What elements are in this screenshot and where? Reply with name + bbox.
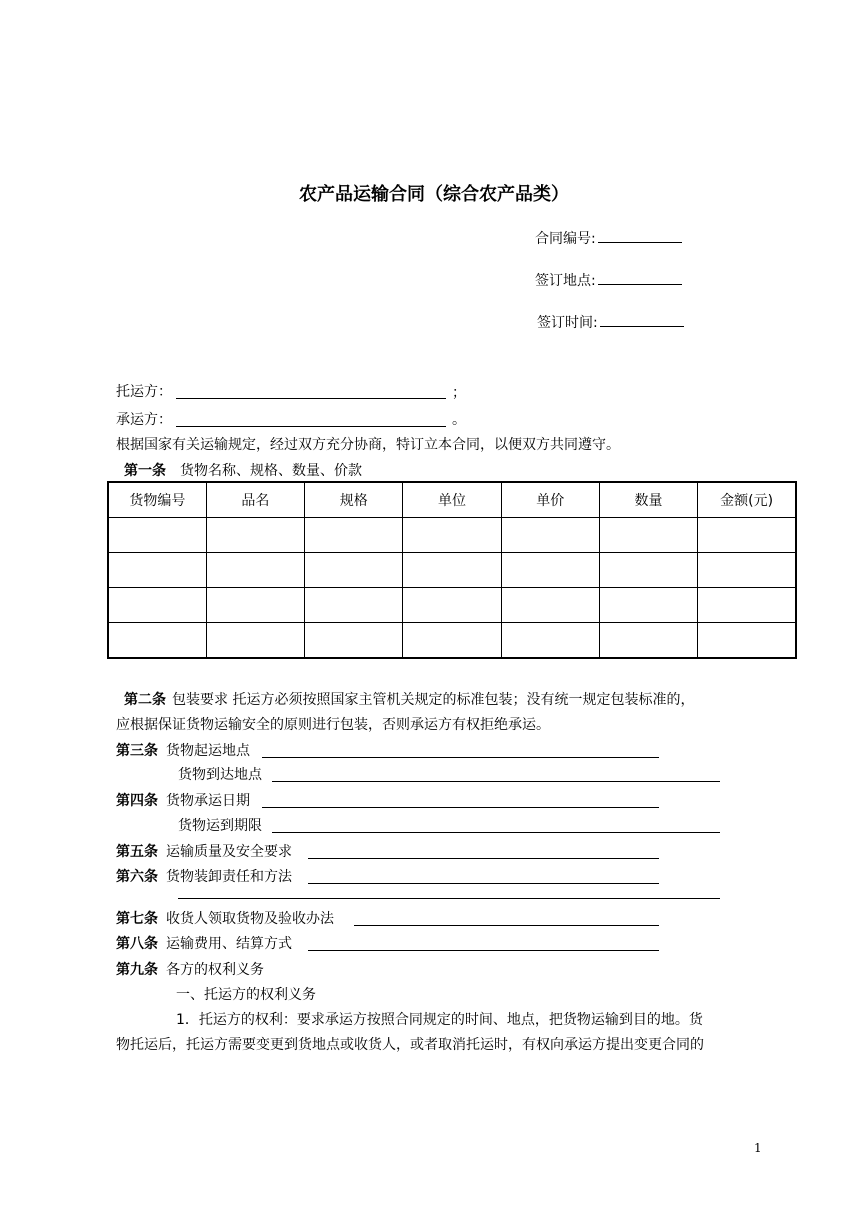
- table-cell[interactable]: [108, 518, 206, 553]
- table-cell[interactable]: [599, 518, 697, 553]
- sign-time-blank[interactable]: [600, 316, 684, 327]
- article-3-blank[interactable]: [262, 757, 659, 758]
- article-9-text: 各方的权利义务: [166, 962, 264, 978]
- article-5-label: 第五条: [116, 844, 158, 860]
- article-4-blank[interactable]: [262, 807, 659, 808]
- table-row: [108, 623, 796, 659]
- table-cell[interactable]: [305, 518, 403, 553]
- article-3-heading: [116, 744, 250, 758]
- table-header-cell: 金额(元): [698, 482, 796, 518]
- table-cell[interactable]: [599, 553, 697, 588]
- article-8-text: 运输费用、结算方式: [166, 936, 292, 952]
- table-cell[interactable]: [403, 553, 501, 588]
- carrier-blank[interactable]: [176, 426, 446, 427]
- contract-number-blank[interactable]: [598, 232, 682, 243]
- table-cell[interactable]: [698, 588, 796, 623]
- article-8-label: 第八条: [116, 936, 158, 952]
- sign-place-field: [535, 274, 682, 288]
- table-cell[interactable]: [501, 588, 599, 623]
- table-cell[interactable]: [305, 623, 403, 659]
- table-cell[interactable]: [599, 623, 697, 659]
- table-cell[interactable]: [698, 553, 796, 588]
- article-5-heading: [116, 845, 292, 859]
- article-6-heading: [116, 870, 292, 884]
- article-9-section-1: 一、托运方的权利义务: [176, 987, 316, 1003]
- sign-time-field: [537, 316, 684, 330]
- table-cell[interactable]: [698, 623, 796, 659]
- article-4-label: 第四条: [116, 793, 158, 809]
- article-4-sub: 货物运到期限: [178, 818, 262, 834]
- table-cell[interactable]: [501, 518, 599, 553]
- sign-place-label: 签订地点:: [535, 273, 596, 289]
- table-cell[interactable]: [206, 588, 304, 623]
- article-3-sub-blank[interactable]: [272, 781, 720, 782]
- table-header-cell: 品名: [206, 482, 304, 518]
- table-cell[interactable]: [305, 588, 403, 623]
- article-1-heading: [124, 464, 362, 478]
- article-7-label: 第七条: [116, 911, 158, 927]
- table-row: [108, 518, 796, 553]
- shipper-blank[interactable]: [176, 398, 446, 399]
- article-9-para-1-line-2: 物托运后，托运方需要变更到货地点或收货人，或者取消托运时，有权向承运方提出变更合同的: [116, 1037, 704, 1053]
- table-cell[interactable]: [698, 518, 796, 553]
- article-2-text-2: 应根据保证货物运输安全的原则进行包装，否则承运方有权拒绝承运。: [116, 717, 550, 733]
- table-header-cell: 货物编号: [108, 482, 206, 518]
- document-title: 农产品运输合同（综合农产品类）: [299, 184, 569, 205]
- article-4-heading: [116, 794, 250, 808]
- article-1-label: 第一条: [124, 463, 166, 479]
- article-9-label: 第九条: [116, 962, 158, 978]
- article-2-label: 第二条: [124, 692, 166, 708]
- table-cell[interactable]: [206, 518, 304, 553]
- table-cell[interactable]: [403, 623, 501, 659]
- article-3-label: 第三条: [116, 743, 158, 759]
- article-8-blank[interactable]: [308, 950, 659, 951]
- table-row: [108, 553, 796, 588]
- goods-table: [107, 481, 797, 659]
- page-number: 1: [754, 1141, 762, 1155]
- table-row: [108, 588, 796, 623]
- table-cell[interactable]: [108, 623, 206, 659]
- table-header-cell: 单位: [403, 482, 501, 518]
- table-cell[interactable]: [206, 553, 304, 588]
- article-4-text: 货物承运日期: [166, 793, 250, 809]
- article-6-extra-blank[interactable]: [178, 898, 720, 899]
- article-7-blank[interactable]: [354, 925, 659, 926]
- article-3-text: 货物起运地点: [166, 743, 250, 759]
- article-6-blank[interactable]: [308, 883, 659, 884]
- article-2-text-1: 包装要求 托运方必须按照国家主管机关规定的标准包装；没有统一规定包装标准的，: [172, 692, 695, 708]
- table-cell[interactable]: [206, 623, 304, 659]
- table-header-cell: 数量: [599, 482, 697, 518]
- sign-time-label: 签订时间:: [537, 315, 598, 331]
- table-cell[interactable]: [501, 553, 599, 588]
- table-cell[interactable]: [403, 588, 501, 623]
- carrier-end: 。: [452, 412, 466, 428]
- article-3-sub: 货物到达地点: [178, 767, 262, 783]
- table-cell[interactable]: [599, 588, 697, 623]
- article-1-text: 货物名称、规格、数量、价款: [180, 463, 362, 479]
- contract-number-label: 合同编号:: [535, 231, 596, 247]
- table-header-row: [108, 482, 796, 518]
- shipper-end: ；: [452, 385, 466, 401]
- sign-place-blank[interactable]: [598, 274, 682, 285]
- table-cell[interactable]: [403, 518, 501, 553]
- article-5-text: 运输质量及安全要求: [166, 844, 292, 860]
- article-7-text: 收货人领取货物及验收办法: [166, 911, 334, 927]
- article-5-blank[interactable]: [308, 858, 659, 859]
- table-cell[interactable]: [305, 553, 403, 588]
- article-9-para-1-line-1: 1．托运方的权利：要求承运方按照合同规定的时间、地点，把货物运输到目的地。货: [176, 1012, 703, 1028]
- article-9-heading: [116, 963, 264, 977]
- article-4-sub-blank[interactable]: [272, 832, 720, 833]
- article-6-label: 第六条: [116, 869, 158, 885]
- table-cell[interactable]: [108, 553, 206, 588]
- contract-number-field: [535, 232, 682, 246]
- table-cell[interactable]: [501, 623, 599, 659]
- article-8-heading: [116, 937, 292, 951]
- intro-text: 根据国家有关运输规定，经过双方充分协商，特订立本合同，以便双方共同遵守。: [116, 437, 620, 453]
- table-header-cell: 单价: [501, 482, 599, 518]
- article-2-line-1: [124, 693, 694, 707]
- article-7-heading: [116, 912, 334, 926]
- carrier-label: 承运方：: [116, 412, 172, 428]
- table-cell[interactable]: [108, 588, 206, 623]
- article-6-text: 货物装卸责任和方法: [166, 869, 292, 885]
- shipper-label: 托运方：: [116, 384, 172, 400]
- table-header-cell: 规格: [305, 482, 403, 518]
